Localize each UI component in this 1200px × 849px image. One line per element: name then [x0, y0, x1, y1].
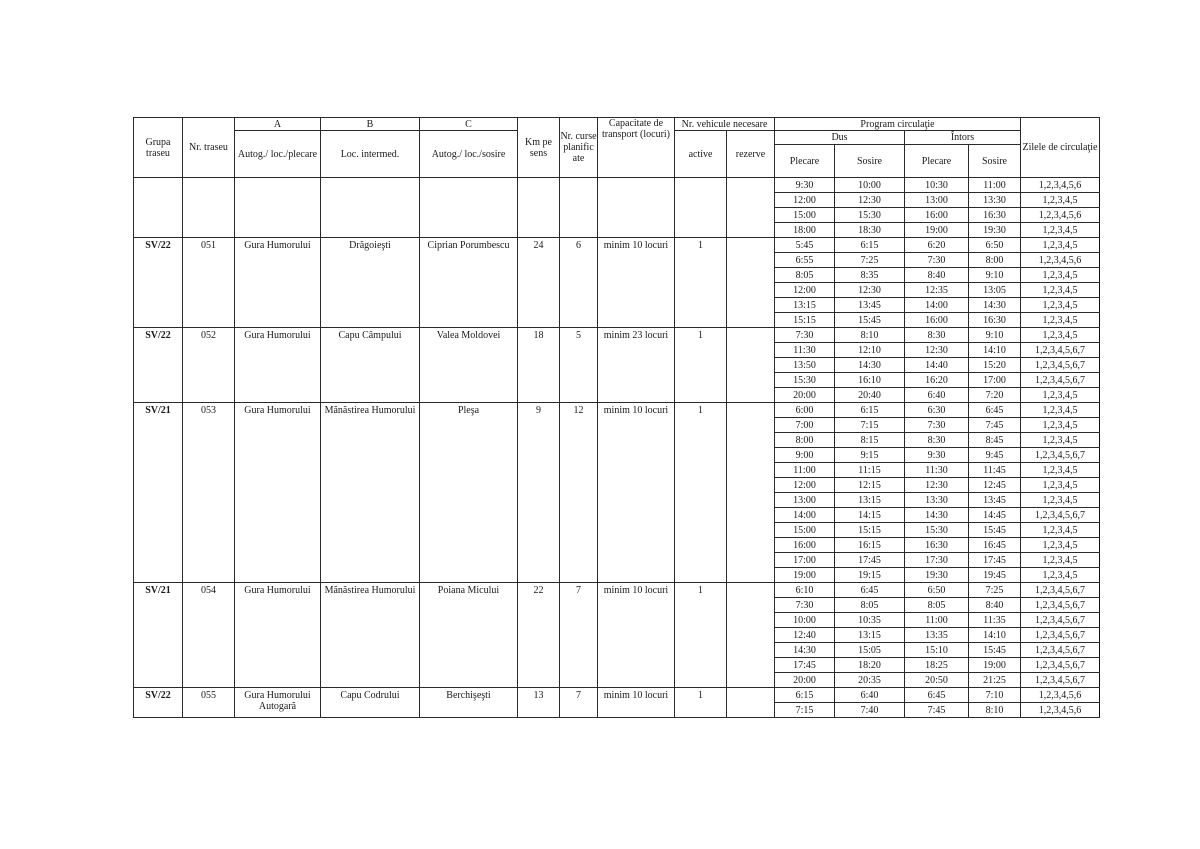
zilele-cell: 1,2,3,4,5,6,7 — [1021, 373, 1100, 388]
loc-plecare-cell: Gura Humorului — [235, 583, 321, 688]
vehicule-rezerve-cell — [727, 238, 775, 328]
zilele-cell: 1,2,3,4,5 — [1021, 313, 1100, 328]
vehicule-rezerve-cell — [727, 583, 775, 688]
plecare-dus-cell: 10:00 — [775, 613, 835, 628]
schedule-table — [133, 117, 1100, 718]
sosire-intors-cell: 16:30 — [969, 313, 1021, 328]
sosire-dus-cell: 15:05 — [835, 643, 905, 658]
sosire-dus-cell: 13:15 — [835, 628, 905, 643]
nr-traseu-cell: 055 — [183, 688, 235, 718]
sosire-intors-cell: 13:30 — [969, 193, 1021, 208]
plecare-dus-cell: 20:00 — [775, 388, 835, 403]
header-nr-traseu: Nr. traseu — [183, 118, 235, 178]
header-col-a: A — [235, 118, 321, 131]
plecare-dus-cell: 20:00 — [775, 673, 835, 688]
sosire-dus-cell: 20:35 — [835, 673, 905, 688]
zilele-cell: 1,2,3,4,5 — [1021, 298, 1100, 313]
km-cell: 13 — [518, 688, 560, 718]
zilele-cell: 1,2,3,4,5,6,7 — [1021, 658, 1100, 673]
zilele-cell: 1,2,3,4,5 — [1021, 388, 1100, 403]
plecare-intors-cell: 18:25 — [905, 658, 969, 673]
zilele-cell: 1,2,3,4,5 — [1021, 493, 1100, 508]
zilele-cell: 1,2,3,4,5,6,7 — [1021, 508, 1100, 523]
plecare-intors-cell: 16:20 — [905, 373, 969, 388]
vehicule-rezerve-cell — [727, 688, 775, 718]
loc-intermed-cell: Mănăstirea Humorului — [321, 403, 420, 583]
plecare-intors-cell: 6:20 — [905, 238, 969, 253]
loc-plecare-cell: Gura Humorului — [235, 328, 321, 403]
table-row — [134, 583, 1100, 598]
sosire-dus-cell: 6:45 — [835, 583, 905, 598]
header-c-sub: Autog./ loc./sosire — [420, 131, 518, 178]
plecare-dus-cell: 13:50 — [775, 358, 835, 373]
table-body — [134, 178, 1100, 718]
plecare-dus-cell: 7:00 — [775, 418, 835, 433]
sosire-intors-cell: 11:35 — [969, 613, 1021, 628]
sosire-intors-cell: 15:20 — [969, 358, 1021, 373]
header-sosire-dus: Sosire — [835, 145, 905, 178]
sosire-dus-cell: 17:45 — [835, 553, 905, 568]
sosire-intors-cell: 7:10 — [969, 688, 1021, 703]
sosire-dus-cell: 13:15 — [835, 493, 905, 508]
plecare-dus-cell: 17:00 — [775, 553, 835, 568]
plecare-dus-cell: 12:00 — [775, 193, 835, 208]
loc-sosire-cell: Ciprian Porumbescu — [420, 238, 518, 328]
sosire-dus-cell: 12:10 — [835, 343, 905, 358]
header-zilele: Zilele de circulaţie — [1021, 118, 1100, 178]
nr-curse-cell: 7 — [560, 583, 598, 688]
plecare-intors-cell: 7:30 — [905, 418, 969, 433]
zilele-cell: 1,2,3,4,5,6,7 — [1021, 598, 1100, 613]
plecare-dus-cell: 19:00 — [775, 568, 835, 583]
plecare-dus-cell: 6:00 — [775, 403, 835, 418]
grupa-cell: SV/21 — [134, 583, 183, 688]
header-program: Program circulaţie — [775, 118, 1021, 131]
plecare-dus-cell: 15:15 — [775, 313, 835, 328]
plecare-intors-cell: 16:00 — [905, 313, 969, 328]
zilele-cell: 1,2,3,4,5,6,7 — [1021, 583, 1100, 598]
table-row — [134, 178, 1100, 193]
plecare-intors-cell: 8:05 — [905, 598, 969, 613]
plecare-intors-cell: 14:30 — [905, 508, 969, 523]
table-row — [134, 688, 1100, 703]
sosire-intors-cell: 14:30 — [969, 298, 1021, 313]
zilele-cell: 1,2,3,4,5 — [1021, 328, 1100, 343]
header-nr-curse: Nr. curse planific ate — [560, 118, 598, 178]
header-a-sub: Autog./ loc./plecare — [235, 131, 321, 178]
loc-intermed-cell: Mănăstirea Humorului — [321, 583, 420, 688]
header-capacitate: Capacitate de transport (locuri) — [598, 118, 675, 178]
loc-intermed-cell — [321, 178, 420, 238]
zilele-cell: 1,2,3,4,5,6 — [1021, 178, 1100, 193]
plecare-dus-cell: 13:15 — [775, 298, 835, 313]
sosire-dus-cell: 19:15 — [835, 568, 905, 583]
sosire-dus-cell: 11:15 — [835, 463, 905, 478]
sosire-intors-cell: 15:45 — [969, 643, 1021, 658]
zilele-cell: 1,2,3,4,5 — [1021, 403, 1100, 418]
sosire-intors-cell: 7:45 — [969, 418, 1021, 433]
sosire-dus-cell: 15:30 — [835, 208, 905, 223]
zilele-cell: 1,2,3,4,5,6,7 — [1021, 628, 1100, 643]
table-row — [134, 403, 1100, 418]
zilele-cell: 1,2,3,4,5 — [1021, 238, 1100, 253]
sosire-dus-cell: 12:30 — [835, 283, 905, 298]
plecare-intors-cell: 12:35 — [905, 283, 969, 298]
sosire-dus-cell: 14:15 — [835, 508, 905, 523]
vehicule-active-cell: 1 — [675, 688, 727, 718]
loc-intermed-cell: Drăgoieşti — [321, 238, 420, 328]
loc-plecare-cell: Gura Humorului Autogară — [235, 688, 321, 718]
plecare-dus-cell: 12:00 — [775, 283, 835, 298]
sosire-dus-cell: 8:35 — [835, 268, 905, 283]
plecare-dus-cell: 12:00 — [775, 478, 835, 493]
plecare-dus-cell: 16:00 — [775, 538, 835, 553]
sosire-dus-cell: 7:25 — [835, 253, 905, 268]
header-grupa: Grupa traseu — [134, 118, 183, 178]
header-vehicule: Nr. vehicule necesare — [675, 118, 775, 131]
sosire-dus-cell: 15:15 — [835, 523, 905, 538]
zilele-cell: 1,2,3,4,5 — [1021, 283, 1100, 298]
plecare-dus-cell: 18:00 — [775, 223, 835, 238]
header-active: active — [675, 131, 727, 178]
zilele-cell: 1,2,3,4,5 — [1021, 433, 1100, 448]
zilele-cell: 1,2,3,4,5 — [1021, 268, 1100, 283]
loc-plecare-cell — [235, 178, 321, 238]
nr-traseu-cell: 052 — [183, 328, 235, 403]
plecare-dus-cell: 12:40 — [775, 628, 835, 643]
nr-curse-cell: 5 — [560, 328, 598, 403]
zilele-cell: 1,2,3,4,5,6 — [1021, 253, 1100, 268]
plecare-intors-cell: 11:30 — [905, 463, 969, 478]
plecare-intors-cell: 6:45 — [905, 688, 969, 703]
capacitate-cell: minim 23 locuri — [598, 328, 675, 403]
header-dus: Dus — [775, 131, 905, 145]
sosire-dus-cell: 8:15 — [835, 433, 905, 448]
sosire-intors-cell: 19:45 — [969, 568, 1021, 583]
plecare-intors-cell: 7:45 — [905, 703, 969, 718]
sosire-dus-cell: 7:40 — [835, 703, 905, 718]
zilele-cell: 1,2,3,4,5,6 — [1021, 688, 1100, 703]
plecare-intors-cell: 16:00 — [905, 208, 969, 223]
sosire-intors-cell: 7:20 — [969, 388, 1021, 403]
sosire-dus-cell: 12:30 — [835, 193, 905, 208]
sosire-dus-cell: 12:15 — [835, 478, 905, 493]
sosire-dus-cell: 8:10 — [835, 328, 905, 343]
plecare-dus-cell: 7:30 — [775, 598, 835, 613]
loc-intermed-cell: Capu Câmpului — [321, 328, 420, 403]
plecare-intors-cell: 17:30 — [905, 553, 969, 568]
plecare-dus-cell: 11:00 — [775, 463, 835, 478]
plecare-dus-cell: 6:55 — [775, 253, 835, 268]
sosire-dus-cell: 10:00 — [835, 178, 905, 193]
sosire-dus-cell: 16:10 — [835, 373, 905, 388]
nr-traseu-cell: 054 — [183, 583, 235, 688]
plecare-dus-cell: 11:30 — [775, 343, 835, 358]
plecare-dus-cell: 9:00 — [775, 448, 835, 463]
plecare-dus-cell: 15:30 — [775, 373, 835, 388]
sosire-intors-cell: 9:10 — [969, 268, 1021, 283]
plecare-intors-cell: 14:40 — [905, 358, 969, 373]
plecare-intors-cell: 13:00 — [905, 193, 969, 208]
km-cell — [518, 178, 560, 238]
header-sosire-intors: Sosire — [969, 145, 1021, 178]
plecare-intors-cell: 7:30 — [905, 253, 969, 268]
nr-curse-cell: 6 — [560, 238, 598, 328]
zilele-cell: 1,2,3,4,5,6 — [1021, 703, 1100, 718]
vehicule-rezerve-cell — [727, 403, 775, 583]
sosire-intors-cell: 12:45 — [969, 478, 1021, 493]
sosire-dus-cell: 7:15 — [835, 418, 905, 433]
sosire-intors-cell: 16:30 — [969, 208, 1021, 223]
plecare-intors-cell: 13:35 — [905, 628, 969, 643]
sosire-dus-cell: 18:30 — [835, 223, 905, 238]
table-row — [134, 328, 1100, 343]
header-intors: Întors — [905, 131, 1021, 145]
sosire-intors-cell: 21:25 — [969, 673, 1021, 688]
plecare-dus-cell: 8:05 — [775, 268, 835, 283]
loc-sosire-cell — [420, 178, 518, 238]
sosire-intors-cell: 11:00 — [969, 178, 1021, 193]
sosire-intors-cell: 13:05 — [969, 283, 1021, 298]
vehicule-active-cell — [675, 178, 727, 238]
plecare-intors-cell: 12:30 — [905, 343, 969, 358]
plecare-dus-cell: 15:00 — [775, 208, 835, 223]
km-cell: 9 — [518, 403, 560, 583]
plecare-dus-cell: 7:30 — [775, 328, 835, 343]
plecare-intors-cell: 6:40 — [905, 388, 969, 403]
zilele-cell: 1,2,3,4,5,6 — [1021, 208, 1100, 223]
header-col-c: C — [420, 118, 518, 131]
loc-sosire-cell: Berchişeşti — [420, 688, 518, 718]
nr-traseu-cell — [183, 178, 235, 238]
sosire-intors-cell: 8:45 — [969, 433, 1021, 448]
sosire-dus-cell: 15:45 — [835, 313, 905, 328]
plecare-intors-cell: 11:00 — [905, 613, 969, 628]
capacitate-cell: minim 10 locuri — [598, 583, 675, 688]
zilele-cell: 1,2,3,4,5,6,7 — [1021, 448, 1100, 463]
plecare-intors-cell: 12:30 — [905, 478, 969, 493]
zilele-cell: 1,2,3,4,5 — [1021, 568, 1100, 583]
sosire-dus-cell: 6:15 — [835, 238, 905, 253]
sosire-intors-cell: 15:45 — [969, 523, 1021, 538]
capacitate-cell: minim 10 locuri — [598, 688, 675, 718]
plecare-dus-cell: 15:00 — [775, 523, 835, 538]
sosire-intors-cell: 14:45 — [969, 508, 1021, 523]
plecare-intors-cell: 14:00 — [905, 298, 969, 313]
sosire-dus-cell: 6:15 — [835, 403, 905, 418]
loc-sosire-cell: Valea Moldovei — [420, 328, 518, 403]
sosire-intors-cell: 6:50 — [969, 238, 1021, 253]
capacitate-cell: minim 10 locuri — [598, 238, 675, 328]
zilele-cell: 1,2,3,4,5 — [1021, 538, 1100, 553]
nr-curse-cell: 12 — [560, 403, 598, 583]
plecare-dus-cell: 8:00 — [775, 433, 835, 448]
plecare-intors-cell: 15:30 — [905, 523, 969, 538]
plecare-intors-cell: 9:30 — [905, 448, 969, 463]
zilele-cell: 1,2,3,4,5 — [1021, 523, 1100, 538]
grupa-cell: SV/22 — [134, 328, 183, 403]
zilele-cell: 1,2,3,4,5 — [1021, 223, 1100, 238]
header-km: Km pe sens — [518, 118, 560, 178]
plecare-dus-cell: 17:45 — [775, 658, 835, 673]
sosire-dus-cell: 20:40 — [835, 388, 905, 403]
header-plecare-dus: Plecare — [775, 145, 835, 178]
zilele-cell: 1,2,3,4,5 — [1021, 193, 1100, 208]
sosire-intors-cell: 14:10 — [969, 628, 1021, 643]
zilele-cell: 1,2,3,4,5 — [1021, 418, 1100, 433]
plecare-intors-cell: 20:50 — [905, 673, 969, 688]
sosire-dus-cell: 18:20 — [835, 658, 905, 673]
plecare-intors-cell: 16:30 — [905, 538, 969, 553]
plecare-dus-cell: 5:45 — [775, 238, 835, 253]
sosire-dus-cell: 6:40 — [835, 688, 905, 703]
sosire-dus-cell: 14:30 — [835, 358, 905, 373]
loc-plecare-cell: Gura Humorului — [235, 403, 321, 583]
plecare-dus-cell: 6:15 — [775, 688, 835, 703]
sosire-dus-cell: 9:15 — [835, 448, 905, 463]
plecare-intors-cell: 19:00 — [905, 223, 969, 238]
zilele-cell: 1,2,3,4,5,6,7 — [1021, 343, 1100, 358]
capacitate-cell: minim 10 locuri — [598, 403, 675, 583]
table-row — [134, 238, 1100, 253]
sosire-dus-cell: 10:35 — [835, 613, 905, 628]
sosire-dus-cell: 8:05 — [835, 598, 905, 613]
km-cell: 18 — [518, 328, 560, 403]
header-plecare-intors: Plecare — [905, 145, 969, 178]
vehicule-active-cell: 1 — [675, 583, 727, 688]
plecare-intors-cell: 6:50 — [905, 583, 969, 598]
sosire-intors-cell: 8:10 — [969, 703, 1021, 718]
plecare-dus-cell: 6:10 — [775, 583, 835, 598]
grupa-cell: SV/22 — [134, 688, 183, 718]
loc-plecare-cell: Gura Humorului — [235, 238, 321, 328]
loc-sosire-cell: Pleşa — [420, 403, 518, 583]
plecare-intors-cell: 10:30 — [905, 178, 969, 193]
sosire-intors-cell: 6:45 — [969, 403, 1021, 418]
sosire-dus-cell: 16:15 — [835, 538, 905, 553]
sosire-intors-cell: 11:45 — [969, 463, 1021, 478]
capacitate-cell — [598, 178, 675, 238]
sosire-intors-cell: 8:40 — [969, 598, 1021, 613]
vehicule-rezerve-cell — [727, 328, 775, 403]
vehicule-active-cell: 1 — [675, 403, 727, 583]
plecare-dus-cell: 14:30 — [775, 643, 835, 658]
loc-sosire-cell: Poiana Micului — [420, 583, 518, 688]
sosire-intors-cell: 14:10 — [969, 343, 1021, 358]
plecare-intors-cell: 19:30 — [905, 568, 969, 583]
sosire-intors-cell: 19:30 — [969, 223, 1021, 238]
zilele-cell: 1,2,3,4,5 — [1021, 463, 1100, 478]
plecare-intors-cell: 8:30 — [905, 328, 969, 343]
nr-traseu-cell: 051 — [183, 238, 235, 328]
table-header — [134, 118, 1100, 178]
plecare-dus-cell: 7:15 — [775, 703, 835, 718]
vehicule-rezerve-cell — [727, 178, 775, 238]
plecare-intors-cell: 13:30 — [905, 493, 969, 508]
plecare-intors-cell: 6:30 — [905, 403, 969, 418]
plecare-dus-cell: 14:00 — [775, 508, 835, 523]
sosire-intors-cell: 9:45 — [969, 448, 1021, 463]
plecare-intors-cell: 8:30 — [905, 433, 969, 448]
sosire-dus-cell: 13:45 — [835, 298, 905, 313]
header-col-b: B — [321, 118, 420, 131]
plecare-dus-cell: 13:00 — [775, 493, 835, 508]
sosire-intors-cell: 8:00 — [969, 253, 1021, 268]
zilele-cell: 1,2,3,4,5,6,7 — [1021, 673, 1100, 688]
km-cell: 24 — [518, 238, 560, 328]
zilele-cell: 1,2,3,4,5 — [1021, 553, 1100, 568]
sosire-intors-cell: 7:25 — [969, 583, 1021, 598]
zilele-cell: 1,2,3,4,5 — [1021, 478, 1100, 493]
header-rezerve: rezerve — [727, 131, 775, 178]
plecare-intors-cell: 15:10 — [905, 643, 969, 658]
header-b-sub: Loc. intermed. — [321, 131, 420, 178]
grupa-cell: SV/22 — [134, 238, 183, 328]
plecare-dus-cell: 9:30 — [775, 178, 835, 193]
sosire-intors-cell: 17:45 — [969, 553, 1021, 568]
nr-traseu-cell: 053 — [183, 403, 235, 583]
nr-curse-cell: 7 — [560, 688, 598, 718]
nr-curse-cell — [560, 178, 598, 238]
zilele-cell: 1,2,3,4,5,6,7 — [1021, 613, 1100, 628]
zilele-cell: 1,2,3,4,5,6,7 — [1021, 358, 1100, 373]
sosire-intors-cell: 9:10 — [969, 328, 1021, 343]
plecare-intors-cell: 8:40 — [905, 268, 969, 283]
sosire-intors-cell: 19:00 — [969, 658, 1021, 673]
sosire-intors-cell: 16:45 — [969, 538, 1021, 553]
vehicule-active-cell: 1 — [675, 238, 727, 328]
zilele-cell: 1,2,3,4,5,6,7 — [1021, 643, 1100, 658]
grupa-cell: SV/21 — [134, 403, 183, 583]
vehicule-active-cell: 1 — [675, 328, 727, 403]
loc-intermed-cell: Capu Codrului — [321, 688, 420, 718]
km-cell: 22 — [518, 583, 560, 688]
sosire-intors-cell: 17:00 — [969, 373, 1021, 388]
sosire-intors-cell: 13:45 — [969, 493, 1021, 508]
grupa-cell — [134, 178, 183, 238]
